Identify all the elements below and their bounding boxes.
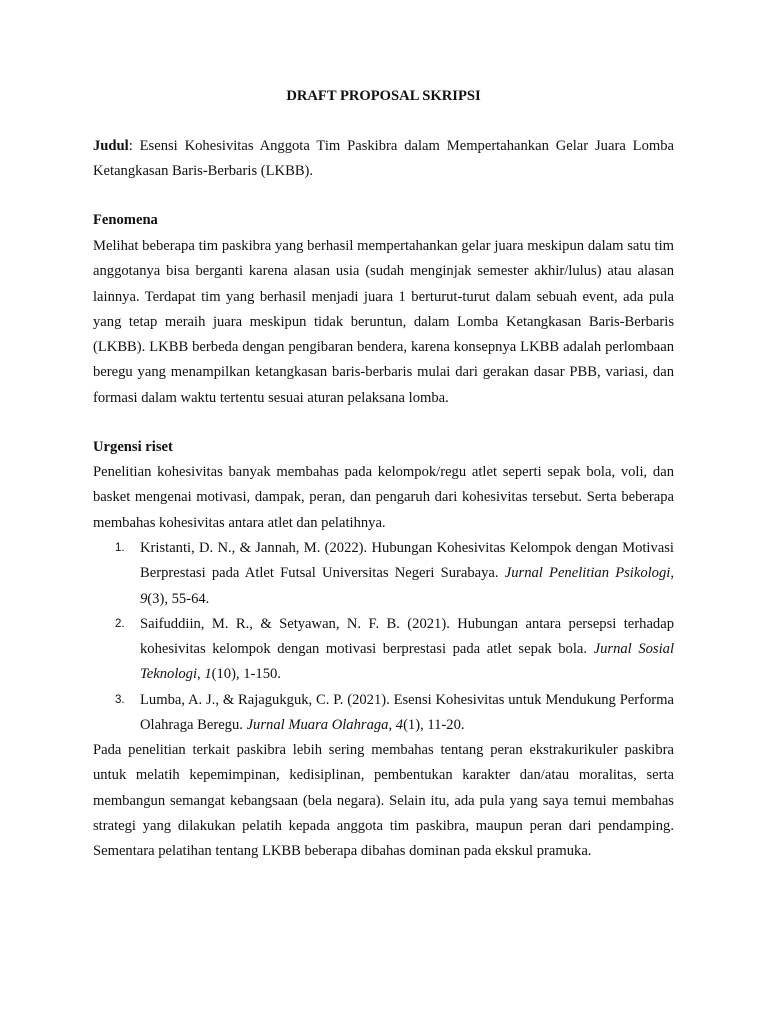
judul-colon: : [128,138,133,154]
reference-separator: , [670,565,674,582]
reference-separator: , [388,717,396,734]
urgensi-closing-paragraph: Pada penelitian terkait paskibra lebih sering membahas tentang peran ekstrakurikuler paskibra untuk melatih kepemimpinan, kedisiplinan, pembentukan karakter dan/atau moralitas, serta membangun semangat kebangsaan (bela negara). Selain itu, ada pula yang saya temui membahas strategi yang dilakukan pelatih kepada anggota tim paskibra, maupun peran dari pendamping. Sementara pelatihan tentang LKBB beberapa dibahas dominan pada ekskul pramuka. [93,742,674,860]
reference-item-2 [93,612,674,688]
document-title: DRAFT PROPOSAL SKRIPSI [286,88,481,104]
reference-separator: , [197,666,205,683]
reference-text: Lumba, A. J., & Rajagukguk, C. P. (2021). Esensi Kohesivitas untuk Mendukung Performa Olahraga Beregu. [140,691,674,734]
urgensi-heading: Urgensi riset [93,439,173,455]
reference-pages: (3), 55-64. [147,590,210,607]
reference-item-3 [93,688,674,739]
reference-pages: (10), 1-150. [211,666,281,683]
reference-volume: 9 [140,590,148,607]
reference-journal: Jurnal Penelitian Psikologi [504,565,671,582]
judul-paragraph [93,134,674,185]
reference-journal: Jurnal Muara Olahraga [246,717,389,734]
reference-number: 3. [115,693,125,706]
reference-number: 2. [115,617,125,630]
judul-text: Esensi Kohesivitas Anggota Tim Paskibra dalam Mempertahankan Gelar Juara Lomba Ketangkasan Baris-Berbaris (LKBB). [93,138,674,180]
judul-label: Judul [93,138,129,154]
fenomena-paragraph: Melihat beberapa tim paskibra yang berhasil mempertahankan gelar juara meskipun dalam satu tim anggotanya bisa berganti karena alasan usia (sudah menginjak semester akhir/lulus) atau alasan lainnya. Terdapat tim yang berhasil menjadi juara 1 berturut-turut dalam sebuah event, ada pula yang tetap meraih juara meskipun tidak beruntun, dalam Lomba Ketangkasan Baris-Berbaris (LKBB). LKBB berbeda dengan pengibaran bendera, karena konsepnya LKBB adalah perlombaan beregu yang menampilkan ketangkasan baris-berbaris mulai dari gerakan dasar PBB, variasi, dan formasi dalam waktu tertentu sesuai aturan pelaksana lomba. [93,238,674,406]
reference-volume: 4 [395,717,404,734]
reference-pages: (1), 11-20. [403,717,465,734]
reference-text: Saifuddiin, M. R., & Setyawan, N. F. B. (2021). Hubungan antara persepsi terhadap kohesivitas kelompok dengan motivasi berprestasi pada atlet sepak bola. [140,615,674,658]
reference-item-1 [93,536,674,612]
urgensi-intro-paragraph: Penelitian kohesivitas banyak membahas pada kelompok/regu atlet seperti sepak bola, voli, dan basket mengenai motivasi, dampak, peran, dan pengaruh dari kohesivitas tersebut. Serta beberapa membahas kohesivitas antara atlet dan pelatihnya. [93,464,674,531]
reference-number: 1. [115,542,125,554]
reference-volume: 1 [204,666,212,683]
reference-text: Kristanti, D. N., & Jannah, M. (2022). Hubungan Kohesivitas Kelompok dengan Motivasi Berprestasi pada Atlet Futsal Universitas Negeri Surabaya. [140,540,674,582]
reference-list [93,536,674,738]
reference-journal: Jurnal Sosial Teknologi [140,641,674,683]
fenomena-heading: Fenomena [93,212,158,228]
